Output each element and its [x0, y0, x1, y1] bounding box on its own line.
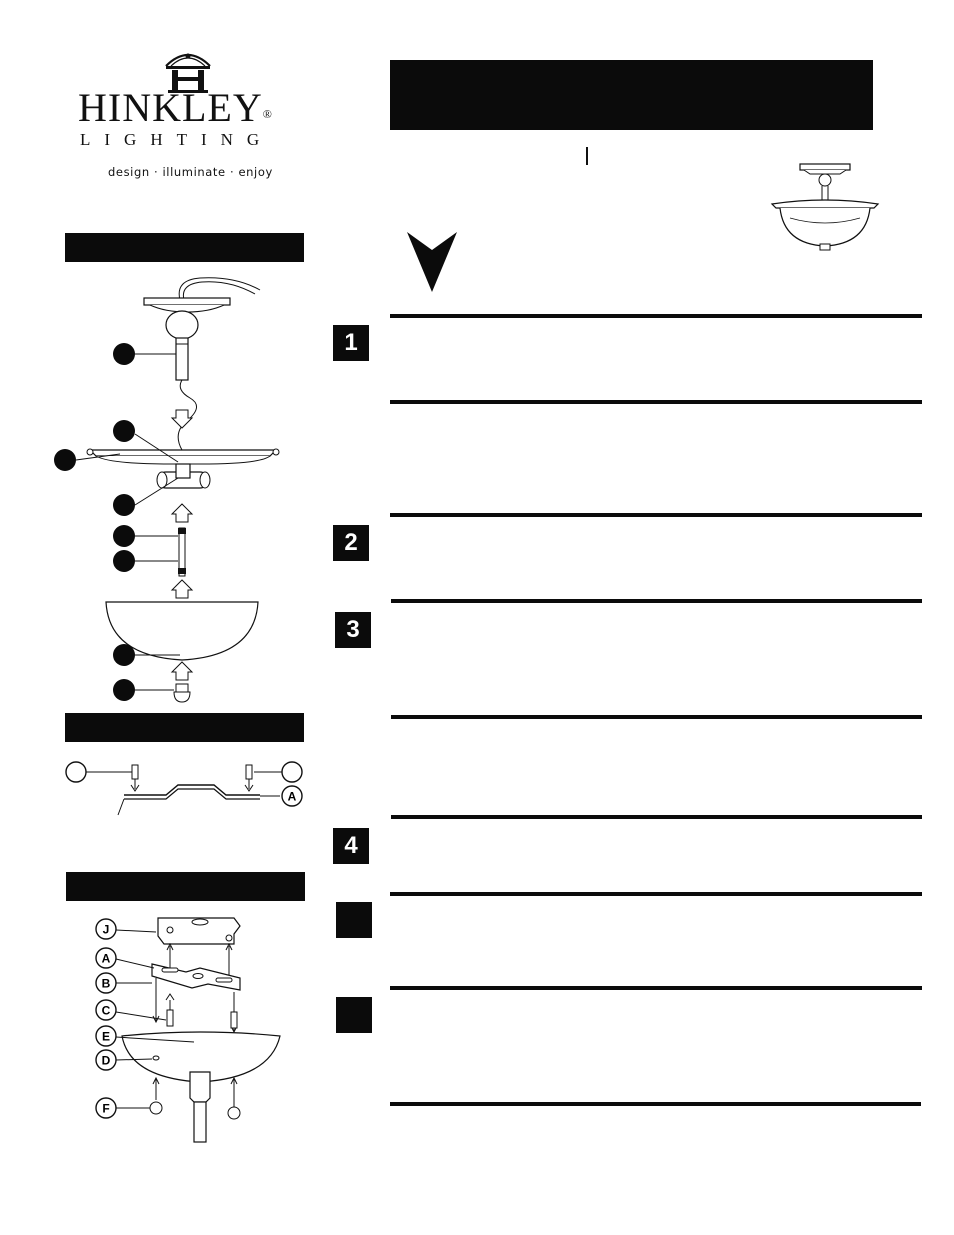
step-6-badge	[336, 997, 372, 1033]
exploded-parts-diagram	[50, 270, 310, 710]
rule-9	[390, 1102, 921, 1106]
title-bar	[390, 60, 873, 130]
step-1-badge: 1	[333, 325, 369, 361]
section-bar-mounting	[66, 872, 305, 901]
mounting-diagram	[90, 912, 350, 1152]
rule-1	[390, 314, 922, 318]
brand-name	[78, 85, 273, 130]
mount-label-e: E	[101, 1029, 111, 1044]
mount-label-b: B	[101, 976, 111, 991]
mount-label-j: J	[102, 922, 110, 937]
section-bar-bracket	[65, 713, 304, 742]
divider-tick	[586, 147, 588, 165]
bracket-label-a: A	[287, 789, 297, 804]
mount-label-f: F	[102, 1101, 110, 1116]
brand-name-text: HINKLEY	[78, 85, 263, 130]
rule-7	[390, 892, 922, 896]
brand-sub: LIGHTING	[80, 130, 274, 149]
mount-label-d: D	[101, 1053, 111, 1068]
bracket-diagram	[60, 755, 310, 825]
rule-5	[391, 715, 922, 719]
rule-3	[390, 513, 922, 517]
step-4-badge: 4	[333, 828, 369, 864]
mount-label-a: A	[101, 951, 111, 966]
fixture-thumbnail-icon	[770, 160, 880, 255]
step-5-badge	[336, 902, 372, 938]
down-arrow-icon	[407, 232, 457, 294]
step-3-badge: 3	[335, 612, 371, 648]
brand-tagline: design · illuminate · enjoy	[108, 165, 273, 179]
rule-4	[391, 599, 922, 603]
section-bar-parts	[65, 233, 304, 262]
rule-8	[390, 986, 922, 990]
mount-label-c: C	[101, 1003, 111, 1018]
rule-6	[391, 815, 922, 819]
rule-2	[390, 400, 922, 404]
step-2-badge: 2	[333, 525, 369, 561]
registered-mark: ®	[262, 107, 273, 121]
